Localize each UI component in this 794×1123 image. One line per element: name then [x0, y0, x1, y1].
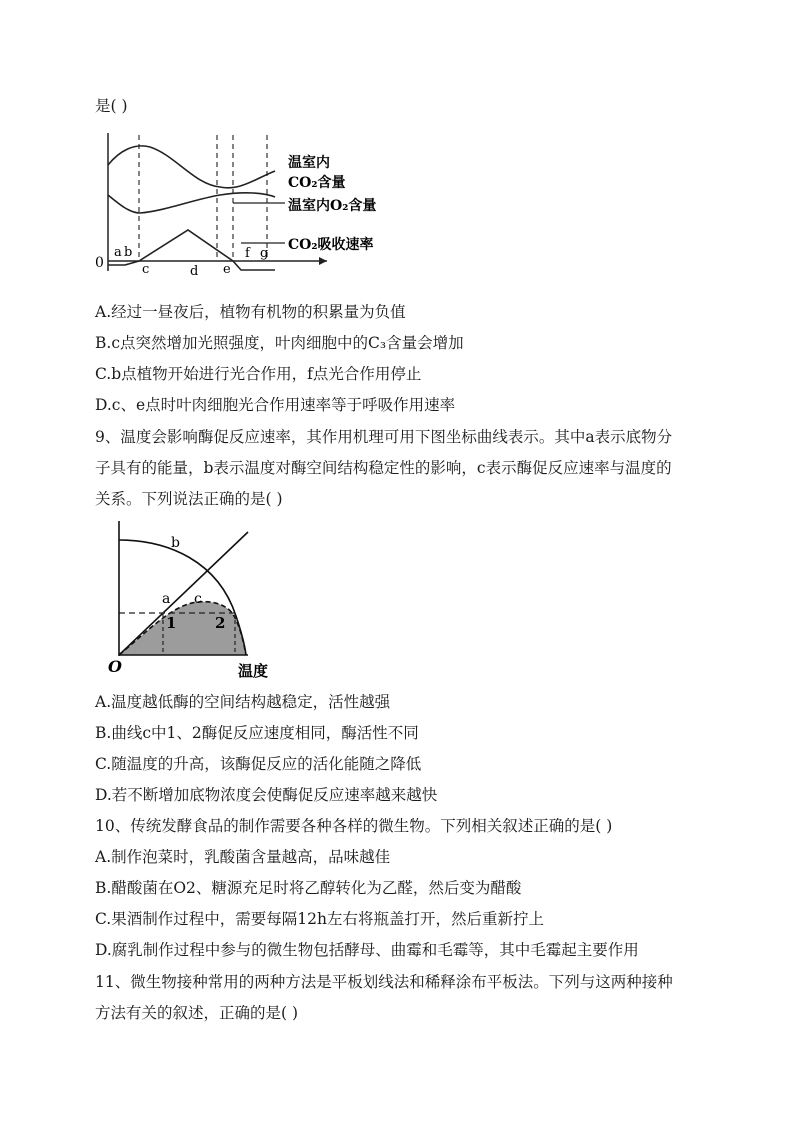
q9-label-b: b — [171, 535, 180, 551]
q11-stem-line1: 11、微生物接种常用的两种方法是平板划线法和稀释涂布平板法。下列与这两种接种 — [95, 973, 673, 991]
q9-option-d: D.若不断增加底物浓度会使酶促反应速率越来越快 — [95, 786, 438, 804]
q9-label-2: 2 — [215, 614, 226, 632]
q9-option-a: A.温度越低酶的空间结构越稳定，活性越强 — [95, 693, 391, 711]
q8-label-co2-line2: CO₂含量 — [288, 175, 346, 191]
q8-option-d: D.c、e点时叶肉细胞光合作用速率等于呼吸作用速率 — [95, 396, 456, 414]
q8-option-b: B.c点突然增加光照强度，叶肉细胞中的C₃含量会增加 — [95, 334, 464, 352]
q9-stem-line3: 关系。下列说法正确的是( ) — [95, 490, 283, 508]
q8-point-d: d — [190, 264, 199, 279]
q10-option-b: B.醋酸菌在O2、糖源充足时将乙醇转化为乙醛，然后变为醋酸 — [95, 879, 522, 897]
q9-xlabel: 温度 — [238, 662, 269, 680]
q8-point-a: a — [114, 245, 122, 260]
q9-origin: O — [108, 657, 122, 676]
q8-point-f: f — [245, 246, 250, 261]
q10-option-c: C.果酒制作过程中，需要每隔12h左右将瓶盖打开，然后重新拧上 — [95, 910, 544, 928]
q9-figure — [108, 516, 278, 686]
q8-point-c: c — [142, 262, 150, 277]
q8-label-co2-absorb: CO₂吸收速率 — [288, 237, 374, 253]
q9-stem-line2: 子具有的能量，b表示温度对酶空间结构稳定性的影响，c表示酶促反应速率与温度的 — [95, 459, 672, 477]
q8-point-g: g — [260, 246, 269, 261]
q8-option-a: A.经过一昼夜后，植物有机物的积累量为负值 — [95, 303, 406, 321]
q9-option-c: C.随温度的升高，该酶促反应的活化能随之降低 — [95, 755, 422, 773]
q9-label-c: c — [194, 591, 202, 607]
q10-option-a: A.制作泡菜时，乳酸菌含量越高，品味越佳 — [95, 848, 391, 866]
q10-option-d: D.腐乳制作过程中参与的微生物包括酵母、曲霉和毛霉等，其中毛霉起主要作用 — [95, 941, 639, 959]
q8-point-b: b — [124, 245, 133, 260]
q8-point-e: e — [223, 262, 231, 277]
q9-shaded-area — [119, 602, 246, 655]
q8-stem-tail: 是( ) — [95, 97, 128, 115]
q9-stem-line1: 9、温度会影响酶促反应速率，其作用机理可用下图坐标曲线表示。其中a表示底物分 — [95, 428, 673, 446]
q8-label-o2: 温室内O₂含量 — [288, 198, 377, 214]
q9-label-1: 1 — [166, 614, 177, 632]
q8-zero-label: 0 — [95, 255, 104, 271]
q9-option-b: B.曲线c中1、2酶促反应速度相同，酶活性不同 — [95, 724, 419, 742]
q9-label-a: a — [162, 591, 171, 607]
co2-content-curve — [108, 146, 275, 188]
q10-stem: 10、传统发酵食品的制作需要各种各样的微生物。下列相关叙述正确的是( ) — [95, 817, 613, 835]
q11-stem-line2: 方法有关的叙述，正确的是( ) — [95, 1004, 299, 1022]
q8-figure — [95, 125, 405, 285]
q8-label-co2-line1: 温室内 — [288, 155, 330, 171]
q8-option-c: C.b点植物开始进行光合作用，f点光合作用停止 — [95, 365, 422, 383]
